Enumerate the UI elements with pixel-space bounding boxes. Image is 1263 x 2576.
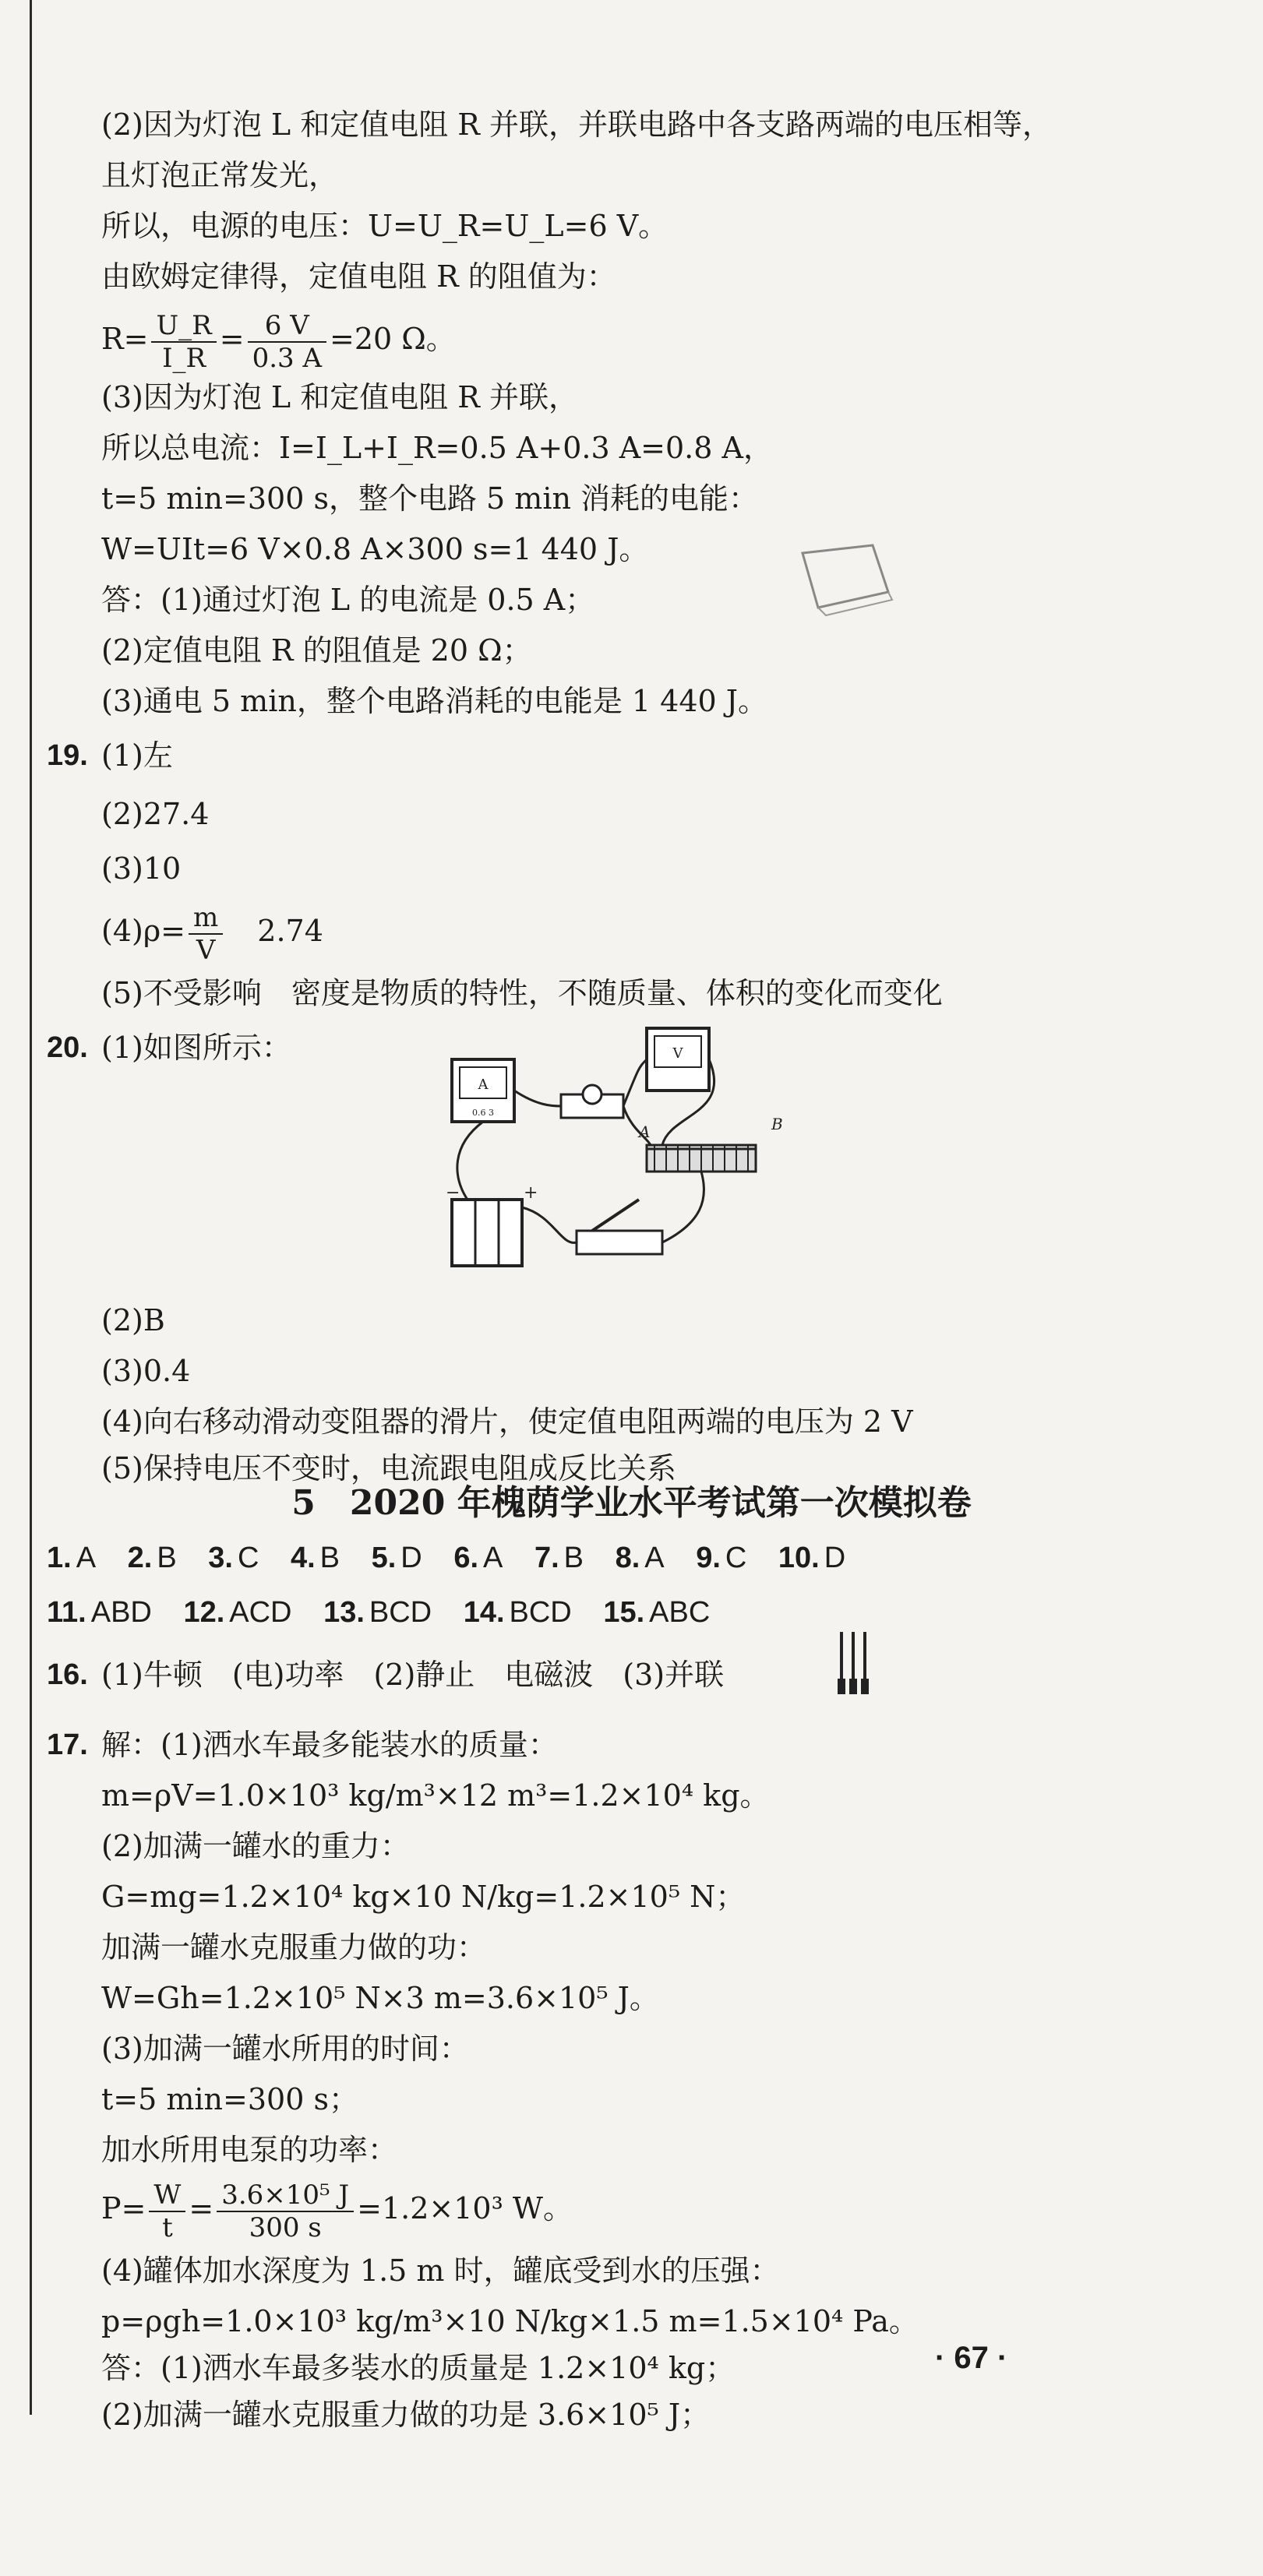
text-line: p=ρgh=1.0×10³ kg/m³×10 N/kg×1.5 m=1.5×10⁴ Pa。 xyxy=(101,2304,919,2338)
text-line: 由欧姆定律得，定值电阻 R 的阻值为： xyxy=(101,259,616,294)
section-title: 5 2020 年槐荫学业水平考试第一次模拟卷 xyxy=(291,1483,972,1523)
terminal-a-label: A xyxy=(639,1122,651,1141)
question-number: 19. xyxy=(47,739,88,772)
answer-item: 5. D xyxy=(371,1542,422,1574)
answer-item: 12. ACD xyxy=(183,1596,292,1629)
terminal-b-label: B xyxy=(771,1115,783,1133)
formula-density: (4)ρ= $\frac{m}{V}$ 2.74 xyxy=(101,901,323,966)
text-line: (5)不受影响 密度是物质的特性，不随质量、体积的变化而变化 xyxy=(101,976,943,1010)
question-number: 20. xyxy=(47,1031,88,1064)
page-number: · 67 · xyxy=(935,2341,1008,2375)
text-line: 解：(1)洒水车最多能装水的质量： xyxy=(101,1728,558,1762)
text-line: 答：(1)通过灯泡 L 的电流是 0.5 A； xyxy=(101,583,595,617)
answer-item: 7. B xyxy=(534,1542,584,1574)
text-line: t=5 min=300 s； xyxy=(101,2082,358,2116)
answer-item: 2. B xyxy=(127,1542,177,1574)
voltmeter-label: V xyxy=(672,1045,683,1062)
text-line: (1)牛顿 (电)功率 (2)静止 电磁波 (3)并联 xyxy=(101,1658,725,1692)
text-line: 所以，电源的电压：U=U_R=U_L=6 V。 xyxy=(101,209,669,243)
text-line: (2)因为灯泡 L 和定值电阻 R 并联，并联电路中各支路两端的电压相等， xyxy=(101,107,1052,142)
text-line: (4)向右移动滑动变阻器的滑片，使定值电阻两端的电压为 2 V xyxy=(101,1404,913,1439)
text-line: 答：(1)洒水车最多装水的质量是 1.2×10⁴ kg； xyxy=(101,2351,736,2385)
answer-item: 13. BCD xyxy=(323,1596,432,1629)
answer-item: 14. BCD xyxy=(463,1596,572,1629)
text-line: (2)B xyxy=(101,1303,165,1337)
margin-rule xyxy=(30,0,32,2415)
text-line: m=ρV=1.0×10³ kg/m³×12 m³=1.2×10⁴ kg。 xyxy=(101,1778,770,1813)
ammeter-label: A xyxy=(478,1077,489,1093)
text-line: (3)通电 5 min，整个电路消耗的电能是 1 440 J。 xyxy=(101,684,768,718)
text-line: (2)定值电阻 R 的阻值是 20 Ω； xyxy=(101,633,532,668)
question-number: 16. xyxy=(47,1658,88,1691)
text-line: (1)如图所示： xyxy=(101,1031,291,1065)
ammeter-scale: 0.6 3 xyxy=(472,1108,494,1118)
watermark-stamp-icon xyxy=(787,537,904,623)
text-line: (3)0.4 xyxy=(101,1354,191,1388)
formula-power: P= $\frac{W}{t}$ = $\frac{\text{3.6×10⁵ J}}{300 s}$ =1.2×10³ W。 xyxy=(101,2179,573,2243)
answer-item: 15. ABC xyxy=(603,1596,711,1629)
text-line: (3)10 xyxy=(101,851,182,886)
text-line: W=UIt=6 V×0.8 A×300 s=1 440 J。 xyxy=(101,532,649,566)
text-line: 加水所用电泵的功率： xyxy=(101,2133,398,2167)
battery-minus-label: − xyxy=(446,1183,460,1203)
answer-item: 11. ABD xyxy=(47,1596,152,1629)
text-line: (2)加满一罐水克服重力做的功是 3.6×10⁵ J； xyxy=(101,2398,711,2432)
answer-row-1 xyxy=(47,1538,869,1577)
answer-item: 3. C xyxy=(208,1542,259,1574)
text-line: G=mg=1.2×10⁴ kg×10 N/kg=1.2×10⁵ N； xyxy=(101,1880,746,1914)
question-number: 17. xyxy=(47,1728,88,1761)
text-line: t=5 min=300 s，整个电路 5 min 消耗的电能： xyxy=(101,481,759,516)
formula-resistance: R= $\frac{U\_R}{I\_R}$ = $\frac{6 V}{0.3 A}$ =20 Ω。 xyxy=(101,309,456,374)
text-line: 且灯泡正常发光， xyxy=(101,158,339,192)
answer-item: 6. A xyxy=(453,1542,503,1574)
text-line: (3)因为灯泡 L 和定值电阻 R 并联， xyxy=(101,380,578,414)
text-line: 加满一罐水克服重力做的功： xyxy=(101,1930,487,1965)
text-line: 所以总电流：I=I_L+I_R=0.5 A+0.3 A=0.8 A， xyxy=(101,431,773,465)
answer-item: 9. C xyxy=(696,1542,747,1574)
answer-row-2 xyxy=(47,1593,733,1632)
answer-item: 8. A xyxy=(615,1542,665,1574)
text-line: W=Gh=1.2×10⁵ N×3 m=3.6×10⁵ J。 xyxy=(101,1981,659,2015)
text-line: (3)加满一罐水所用的时间： xyxy=(101,2032,469,2066)
text-line: (1)左 xyxy=(101,738,173,773)
text-line: (4)罐体加水深度为 1.5 m 时，罐底受到水的压强： xyxy=(101,2254,780,2288)
text-line: (2)加满一罐水的重力： xyxy=(101,1829,410,1863)
answer-item: 4. B xyxy=(290,1542,340,1574)
circuit-diagram xyxy=(436,1020,826,1285)
text-line: (2)27.4 xyxy=(101,797,210,831)
answer-item: 10. D xyxy=(778,1542,846,1574)
battery-plus-label: + xyxy=(524,1183,538,1203)
text-line: (5)保持电压不变时，电流跟电阻成反比关系 xyxy=(101,1451,676,1485)
answer-item: 1. A xyxy=(47,1542,97,1574)
parallel-lines-icon xyxy=(830,1628,877,1698)
